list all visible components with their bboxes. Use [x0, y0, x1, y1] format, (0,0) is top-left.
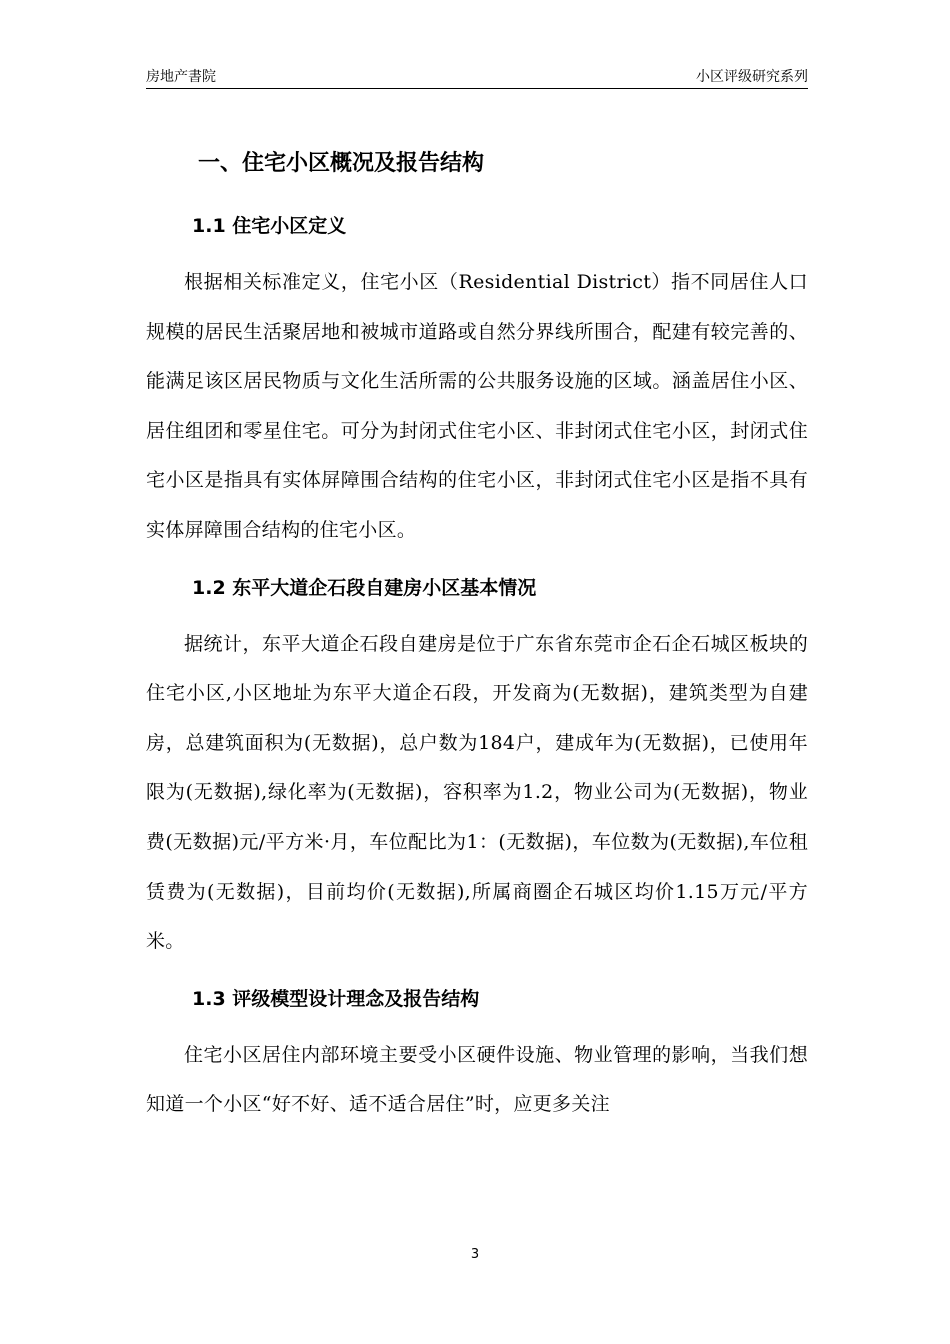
subsection-heading-1-3: 1.3 评级模型设计理念及报告结构: [192, 987, 480, 1010]
paragraph-model-design: 住宅小区居住内部环境主要受小区硬件设施、物业管理的影响，当我们想知道一个小区“好不好、适不适合居住”时，应更多关注: [146, 1043, 808, 1116]
page-header: [146, 66, 808, 89]
paragraph-basic-info: 据统计，东平大道企石段自建房是位于广东省东莞市企石企石城区板块的住宅小区,小区地址为东平大道企石段，开发商为(无数据)，建筑类型为自建房，总建筑面积为(无数据)，总户数为184户，建成年为(无数据)，已使用年限为(无数据),绿化率为(无数据)，容积率为1.2，物业公司为(无数据)，物业费(无数据)元/平方米·月，车位配比为1：(无数据)，车位数为(无数据),车位租赁费为(无数据)，目前均价(无数据),所属商圈企石城区均价1.15万元/平方米。: [146, 632, 808, 953]
subsection-heading-1-1: 1.1 住宅小区定义: [192, 215, 347, 237]
header-publisher: 房地产書院: [146, 69, 216, 85]
subsection-heading-1-2: 1.2 东平大道企石段自建房小区基本情况: [192, 576, 537, 599]
page-number: 3: [470, 1247, 480, 1262]
header-series-title: 小区评级研究系列: [696, 69, 808, 85]
section-heading-1: 一、住宅小区概况及报告结构: [198, 151, 485, 176]
document-body: [146, 140, 808, 1140]
paragraph-definition: 根据相关标准定义，住宅小区（Residential District）指不同居住人口规模的居民生活聚居地和被城市道路或自然分界线所围合，配建有较完善的、能满足该区居民物质与文化生活所需的公共服务设施的区域。涵盖居住小区、居住组团和零星住宅。可分为封闭式住宅小区、非封闭式住宅小区，封闭式住宅小区是指具有实体屏障围合结构的住宅小区，非封闭式住宅小区是指不具有实体屏障围合结构的住宅小区。: [146, 271, 808, 541]
